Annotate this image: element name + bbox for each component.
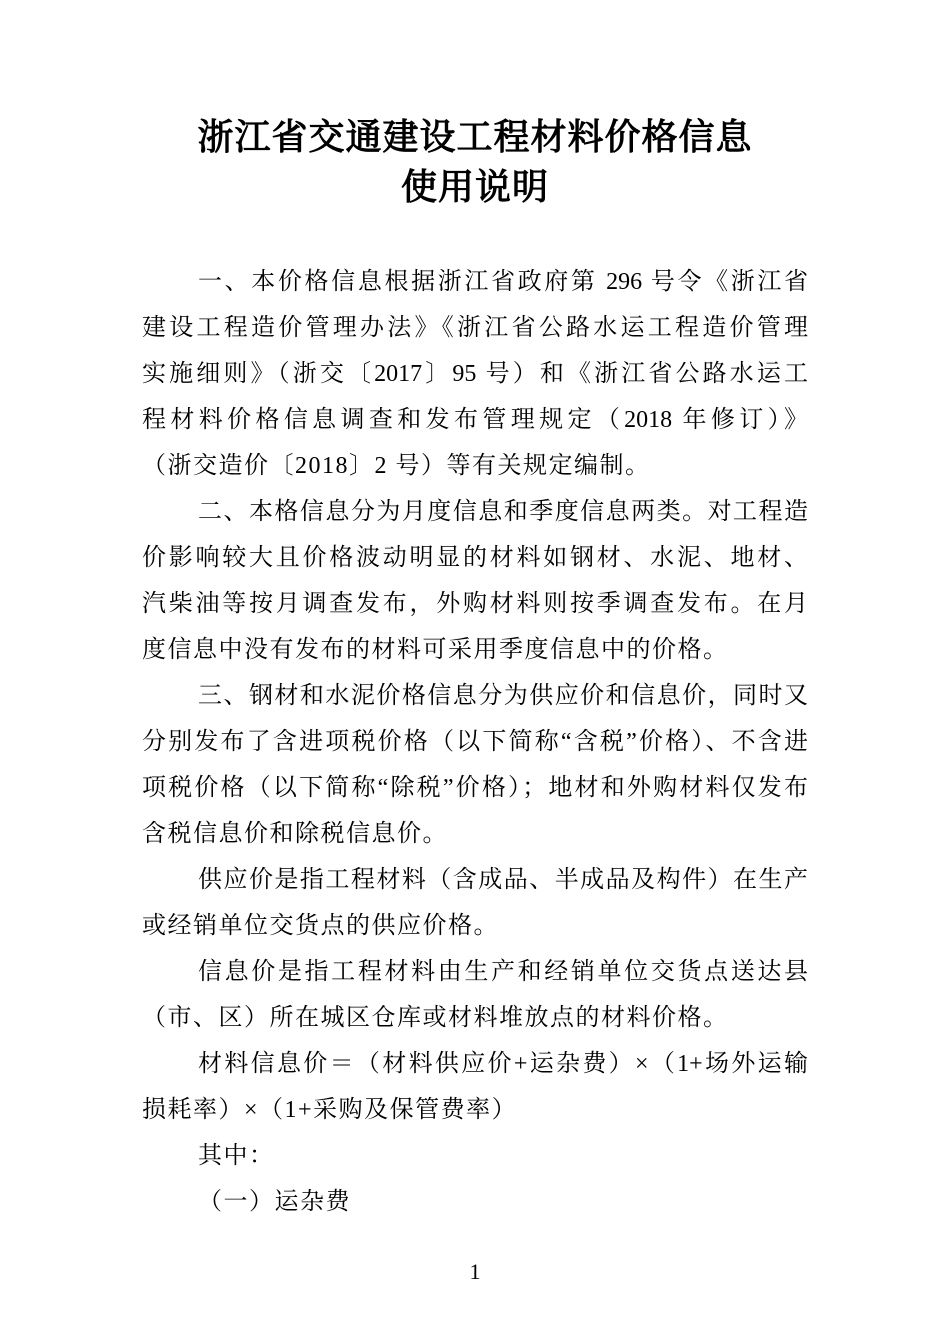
text-line: 一、本价格信息根据浙江省政府第 296 号令《浙江省: [198, 269, 808, 295]
page-number: 1: [469, 1259, 481, 1284]
text-line: 分别发布了含进项税价格（以下简称“含税”价格）、不含进: [142, 729, 808, 755]
text-line: 汽柴油等按月调查发布，外购材料则按季调查发布。在月: [142, 591, 808, 617]
text-line: 三、钢材和水泥价格信息分为供应价和信息价，同时又: [198, 683, 808, 709]
text-line: 损耗率）×（1+采购及保管费率）: [142, 1097, 518, 1123]
document-title-line1: 浙江省交通建设工程材料价格信息: [197, 117, 753, 157]
text-line: 信息价是指工程材料由生产和经销单位交货点送达县: [198, 959, 808, 985]
text-line: （一）运杂费: [198, 1189, 351, 1215]
text-line: 实施细则》（浙交〔2017〕95 号）和《浙江省公路水运工: [142, 361, 808, 387]
text-line: 度信息中没有发布的材料可采用季度信息中的价格。: [142, 637, 729, 663]
text-line: （浙交造价〔2018〕2 号）等有关规定编制。: [142, 453, 651, 479]
text-line: 价影响较大且价格波动明显的材料如钢材、水泥、地材、: [142, 545, 808, 571]
text-line: 二、本格信息分为月度信息和季度信息两类。对工程造: [198, 499, 808, 525]
document-body: [142, 259, 808, 1225]
text-line: 其中：: [198, 1143, 275, 1169]
text-line: （市、区）所在城区仓库或材料堆放点的材料价格。: [142, 1005, 729, 1031]
document-title: [0, 0, 950, 212]
text-line: 材料信息价＝（材料供应价+运杂费）×（1+场外运输: [198, 1051, 808, 1077]
text-line: 供应价是指工程材料（含成品、半成品及构件）在生产: [198, 867, 808, 893]
text-line: 建设工程造价管理办法》《浙江省公路水运工程造价管理: [142, 315, 808, 341]
text-line: 程材料价格信息调查和发布管理规定（2018 年修订）》: [142, 407, 808, 433]
text-line: 项税价格（以下简称“除税”价格）；地材和外购材料仅发布: [142, 775, 808, 801]
text-line: 或经销单位交货点的供应价格。: [142, 913, 499, 939]
document-title-line2: 使用说明: [400, 167, 549, 207]
text-line: 含税信息价和除税信息价。: [142, 821, 448, 847]
